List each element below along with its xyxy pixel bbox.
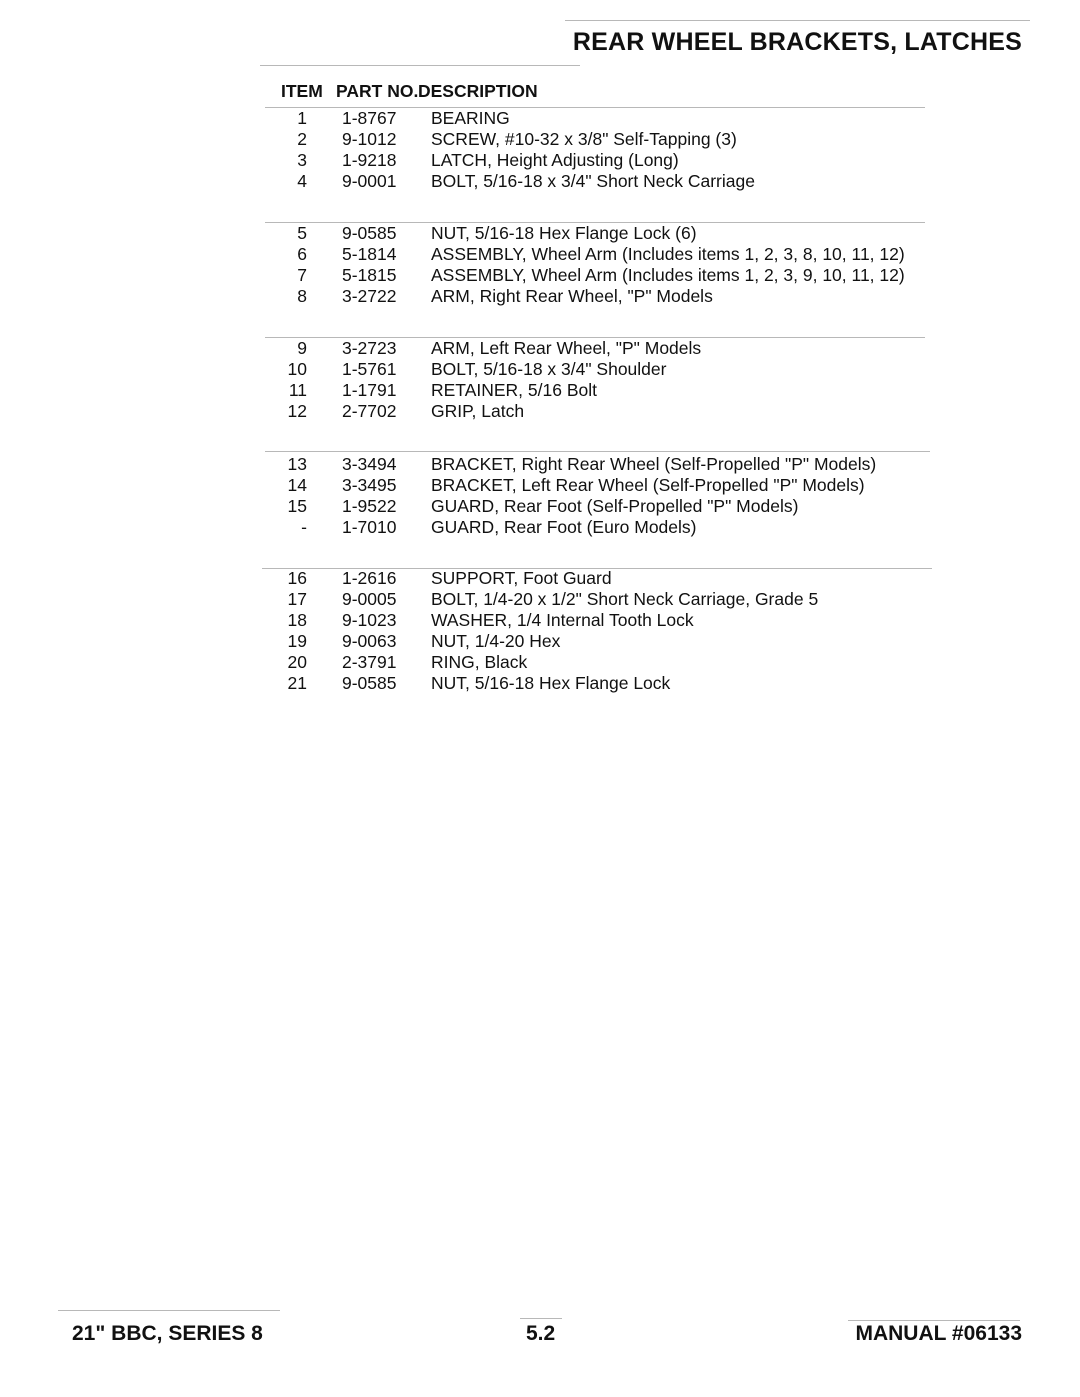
footer-page-number: 5.2 <box>526 1322 556 1345</box>
part-description: ARM, Right Rear Wheel, "P" Models <box>431 286 713 306</box>
table-row <box>0 359 1080 380</box>
part-number: 9-0585 <box>342 223 397 243</box>
item-number: 21 <box>287 673 307 693</box>
column-header-part-no: PART NO. <box>336 81 419 101</box>
table-row <box>0 171 1080 192</box>
part-number: 5-1815 <box>342 265 397 285</box>
part-number: 9-0063 <box>342 631 397 651</box>
item-number: 3 <box>297 150 307 170</box>
table-row <box>0 108 1080 129</box>
part-number: 5-1814 <box>342 244 397 264</box>
part-number: 9-1023 <box>342 610 397 630</box>
item-number: 20 <box>287 652 307 672</box>
table-row <box>0 380 1080 401</box>
table-row <box>0 496 1080 517</box>
table-row <box>0 568 1080 589</box>
header-rule <box>260 65 580 66</box>
part-number: 9-0585 <box>342 673 397 693</box>
item-number: 17 <box>287 589 307 609</box>
part-description: SUPPORT, Foot Guard <box>431 568 612 588</box>
part-description: BRACKET, Right Rear Wheel (Self-Propelled "P" Models) <box>431 454 877 474</box>
part-number: 9-1012 <box>342 129 397 149</box>
page-title: REAR WHEEL BRACKETS, LATCHES <box>572 28 1022 56</box>
part-description: SCREW, #10-32 x 3/8" Self-Tapping (3) <box>431 129 737 149</box>
table-row <box>0 610 1080 631</box>
table-row <box>0 265 1080 286</box>
title-rule <box>565 20 1030 21</box>
part-description: NUT, 5/16-18 Hex Flange Lock (6) <box>431 223 697 243</box>
part-description: ASSEMBLY, Wheel Arm (Includes items 1, 2, 3, 9, 10, 11, 12) <box>431 265 905 285</box>
part-number: 1-7010 <box>342 517 397 537</box>
item-number: 11 <box>288 380 307 400</box>
part-description: WASHER, 1/4 Internal Tooth Lock <box>431 610 694 630</box>
table-row <box>0 244 1080 265</box>
part-description: BOLT, 5/16-18 x 3/4" Short Neck Carriage <box>431 171 755 191</box>
part-description: LATCH, Height Adjusting (Long) <box>431 150 679 170</box>
item-number: 16 <box>287 568 307 588</box>
column-header-item: ITEM <box>281 81 323 101</box>
item-number: 7 <box>297 265 307 285</box>
item-number: - <box>301 517 307 537</box>
table-row <box>0 589 1080 610</box>
part-number: 1-5761 <box>342 359 397 379</box>
part-description: GUARD, Rear Foot (Euro Models) <box>431 517 697 537</box>
part-number: 1-2616 <box>342 568 397 588</box>
table-row <box>0 631 1080 652</box>
item-number: 5 <box>297 223 307 243</box>
part-number: 3-2723 <box>342 338 397 358</box>
part-number: 9-0005 <box>342 589 397 609</box>
item-number: 14 <box>287 475 307 495</box>
part-number: 1-9522 <box>342 496 397 516</box>
item-number: 1 <box>297 108 307 128</box>
part-description: GRIP, Latch <box>431 401 525 421</box>
table-row <box>0 150 1080 171</box>
part-number: 1-9218 <box>342 150 397 170</box>
part-description: BOLT, 1/4-20 x 1/2" Short Neck Carriage, Grade 5 <box>431 589 819 609</box>
item-number: 6 <box>297 244 307 264</box>
item-number: 15 <box>287 496 307 516</box>
part-description: ASSEMBLY, Wheel Arm (Includes items 1, 2, 3, 8, 10, 11, 12) <box>431 244 905 264</box>
part-description: GUARD, Rear Foot (Self-Propelled "P" Models) <box>431 496 799 516</box>
footer-model: 21" BBC, SERIES 8 <box>72 1322 263 1345</box>
table-row <box>0 129 1080 150</box>
table-row <box>0 401 1080 422</box>
part-description: BRACKET, Left Rear Wheel (Self-Propelled "P" Models) <box>431 475 865 495</box>
table-row <box>0 475 1080 496</box>
item-number: 8 <box>297 286 307 306</box>
item-number: 13 <box>287 454 307 474</box>
table-row <box>0 652 1080 673</box>
table-row <box>0 454 1080 475</box>
part-description: NUT, 5/16-18 Hex Flange Lock <box>431 673 671 693</box>
part-number: 2-7702 <box>342 401 397 421</box>
table-row <box>0 286 1080 307</box>
part-number: 9-0001 <box>342 171 397 191</box>
part-description: BEARING <box>431 108 510 128</box>
part-description: ARM, Left Rear Wheel, "P" Models <box>431 338 702 358</box>
part-number: 3-2722 <box>342 286 397 306</box>
footer-manual-number: MANUAL #06133 <box>855 1322 1022 1345</box>
part-description: BOLT, 5/16-18 x 3/4" Shoulder <box>431 359 667 379</box>
part-number: 1-1791 <box>342 380 397 400</box>
footer-rule-center <box>520 1318 562 1319</box>
footer-rule-right <box>848 1320 1020 1321</box>
group-rule <box>265 451 930 452</box>
item-number: 10 <box>287 359 307 379</box>
part-description: RING, Black <box>431 652 528 672</box>
part-description: NUT, 1/4-20 Hex <box>431 631 561 651</box>
part-description: RETAINER, 5/16 Bolt <box>431 380 597 400</box>
item-number: 2 <box>297 129 307 149</box>
part-number: 3-3495 <box>342 475 397 495</box>
table-row <box>0 338 1080 359</box>
part-number: 1-8767 <box>342 108 397 128</box>
footer-rule-left <box>58 1310 280 1311</box>
item-number: 19 <box>287 631 307 651</box>
table-row <box>0 223 1080 244</box>
table-row <box>0 673 1080 694</box>
column-header-description: DESCRIPTION <box>418 81 538 101</box>
part-number: 3-3494 <box>342 454 397 474</box>
column-header-row <box>0 81 1080 102</box>
part-number: 2-3791 <box>342 652 397 672</box>
table-row <box>0 517 1080 538</box>
item-number: 18 <box>287 610 307 630</box>
item-number: 4 <box>297 171 307 191</box>
item-number: 12 <box>287 401 307 421</box>
item-number: 9 <box>297 338 307 358</box>
